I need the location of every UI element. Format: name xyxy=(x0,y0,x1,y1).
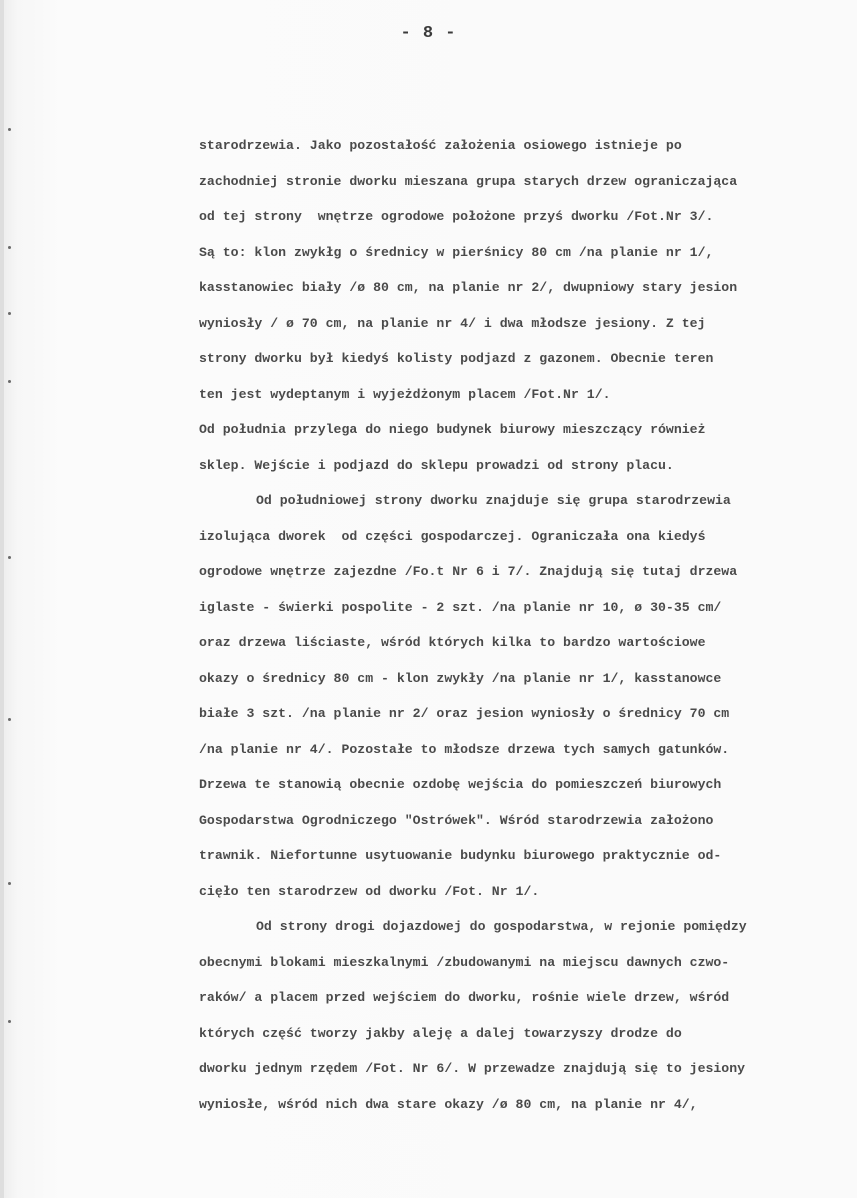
text-line: wyniosły / ø 70 cm, na planie nr 4/ i dwa młodsze jesiony. Z tej xyxy=(199,315,706,331)
text-line: izolująca dworek od części gospodarczej. Ograniczała ona kiedyś xyxy=(199,528,706,544)
text-line: trawnik. Niefortunne usytuowanie budynku biurowego praktycznie od- xyxy=(199,848,722,863)
text-line: wyniosłe, wśród nich dwa stare okazy /ø 80 cm, na planie nr 4/, xyxy=(199,1096,698,1112)
text-line: których część tworzy jakby aleję a dalej towarzyszy drodze do xyxy=(199,1025,682,1041)
text-line: starodrzewia. Jako pozostałość założenia osiowego istnieje po xyxy=(199,138,682,153)
text-line: /na planie nr 4/. Pozostałe to młodsze drzewa tych samych gatunków. xyxy=(199,741,730,757)
text-line: sklep. Wejście i podjazd do sklepu prowadzi od strony placu. xyxy=(199,457,674,473)
text-line: raków/ a placem przed wejściem do dworku, rośnie wiele drzew, wśród xyxy=(199,990,730,1005)
text-line: kasstanowiec biały /ø 80 cm, na planie nr 2/, dwupniowy stary jesion xyxy=(199,280,738,295)
margin-mark xyxy=(8,1020,11,1023)
paragraph-start-line: Od strony drogi dojazdowej do gospodarstwa, w rejonie pomiędzy xyxy=(256,919,747,934)
text-line: zachodniej stronie dworku mieszana grupa starych drzew ograniczająca xyxy=(199,173,738,189)
paragraph-start-line: Od południowej strony dworku znajduje się grupa starodrzewia xyxy=(256,493,731,508)
text-line: Gospodarstwa Ogrodniczego "Ostrówek". Wśród starodrzewia założono xyxy=(199,812,714,828)
text-line: strony dworku był kiedyś kolisty podjazd z gazonem. Obecnie teren xyxy=(199,351,714,366)
margin-mark xyxy=(8,246,11,249)
margin-mark xyxy=(8,556,11,559)
text-line: iglaste - świerki pospolite - 2 szt. /na planie nr 10, ø 30-35 cm/ xyxy=(199,599,722,615)
margin-mark xyxy=(8,380,11,383)
text-line: ogrodowe wnętrze zajezdne /Fo.t Nr 6 i 7/. Znajdują się tutaj drzewa xyxy=(199,564,738,579)
margin-mark xyxy=(8,882,11,885)
typewritten-body xyxy=(199,128,829,1122)
margin-mark xyxy=(8,718,11,721)
page-number: - 8 - xyxy=(400,24,457,43)
text-line: białe 3 szt. /na planie nr 2/ oraz jesion wyniosły o średnicy 70 cm xyxy=(199,706,730,721)
margin-mark xyxy=(8,128,11,131)
text-line: obecnymi blokami mieszkalnymi /zbudowanymi na miejscu dawnych czwo- xyxy=(199,954,730,970)
text-line: od tej strony wnętrze ogrodowe położone przyś dworku /Fot.Nr 3/. xyxy=(199,209,714,224)
text-line: dworku jednym rzędem /Fot. Nr 6/. W przewadze znajdują się to jesiony xyxy=(199,1061,746,1076)
text-line: Od południa przylega do niego budynek biurowy mieszczący również xyxy=(199,422,706,437)
text-line: cięło ten starodrzew od dworku /Fot. Nr 1/. xyxy=(199,883,540,899)
text-line: oraz drzewa liściaste, wśród których kilka to bardzo wartościowe xyxy=(199,635,706,650)
margin-mark xyxy=(8,312,11,315)
text-line: Drzewa te stanowią obecnie ozdobę wejścia do pomieszczeń biurowych xyxy=(199,777,722,792)
text-line: Są to: klon zwykłg o średnicy w pierśnicy 80 cm /na planie nr 1/, xyxy=(199,244,714,260)
page-edge-shadow xyxy=(0,0,4,1198)
text-line: okazy o średnicy 80 cm - klon zwykły /na planie nr 1/, kasstanowce xyxy=(199,670,722,686)
text-line: ten jest wydeptanym i wyjeżdżonym placem /Fot.Nr 1/. xyxy=(199,386,611,402)
